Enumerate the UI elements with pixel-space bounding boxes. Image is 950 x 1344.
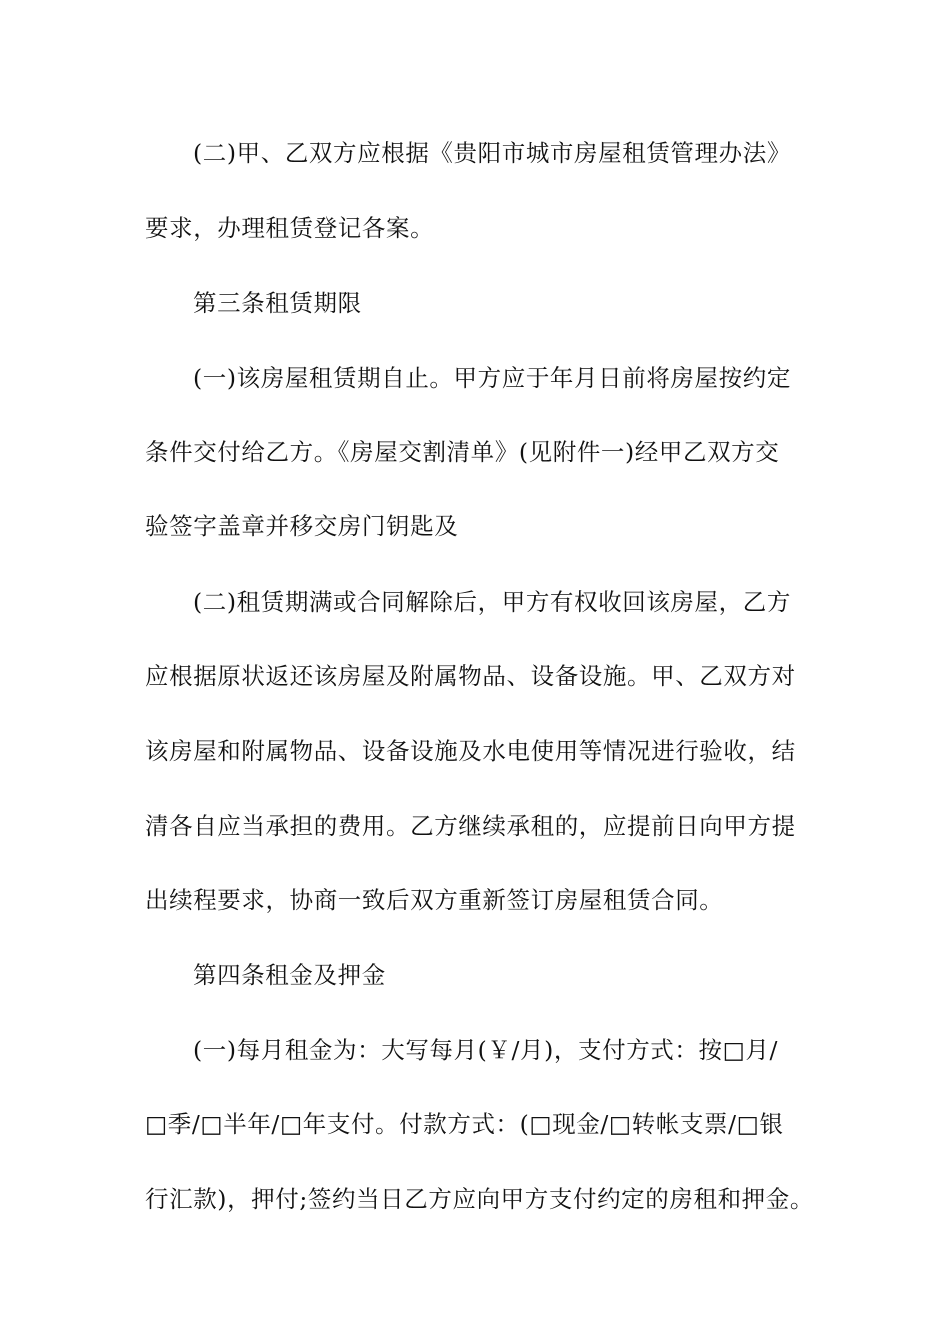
paragraph-line: (一)该房屋租赁期自止。甲方应于年月日前将房屋按约定 (193, 364, 791, 392)
paragraph-line: 条件交付给乙方。《房屋交割清单》(见附件一)经甲乙双方交 (145, 438, 780, 466)
paragraph-line: 出续程要求，协商一致后双方重新签订房屋租赁合同。 (145, 886, 724, 914)
paragraph-line: (二)甲、乙双方应根据《贵阳市城市房屋租赁管理办法》 (193, 139, 791, 167)
paragraph-line: 清各自应当承担的费用。乙方继续承租的，应提前日向甲方提 (145, 812, 796, 840)
paragraph-line: (二)租赁期满或合同解除后，甲方有权收回该房屋，乙方 (193, 588, 791, 616)
paragraph-line: 该房屋和附属物品、设备设施及水电使用等情况进行验收，结 (145, 737, 796, 765)
section-heading: 第三条租赁期限 (193, 289, 362, 317)
paragraph-line: (一)每月租金为：大写每月(￥/月)，支付方式：按□月/ (193, 1036, 779, 1064)
section-heading: 第四条租金及押金 (193, 961, 386, 989)
paragraph-line: 要求，办理租赁登记各案。 (145, 214, 435, 242)
paragraph-line: 应根据原状返还该房屋及附属物品、设备设施。甲、乙双方对 (145, 662, 796, 690)
paragraph-line: 行汇款)，押付;签约当日乙方应向甲方支付约定的房租和押金。 (145, 1185, 814, 1213)
paragraph-line: □季/□半年/□年支付。付款方式：(□现金/□转帐支票/□银 (145, 1110, 784, 1138)
paragraph-line: 验签字盖章并移交房门钥匙及 (145, 512, 459, 540)
